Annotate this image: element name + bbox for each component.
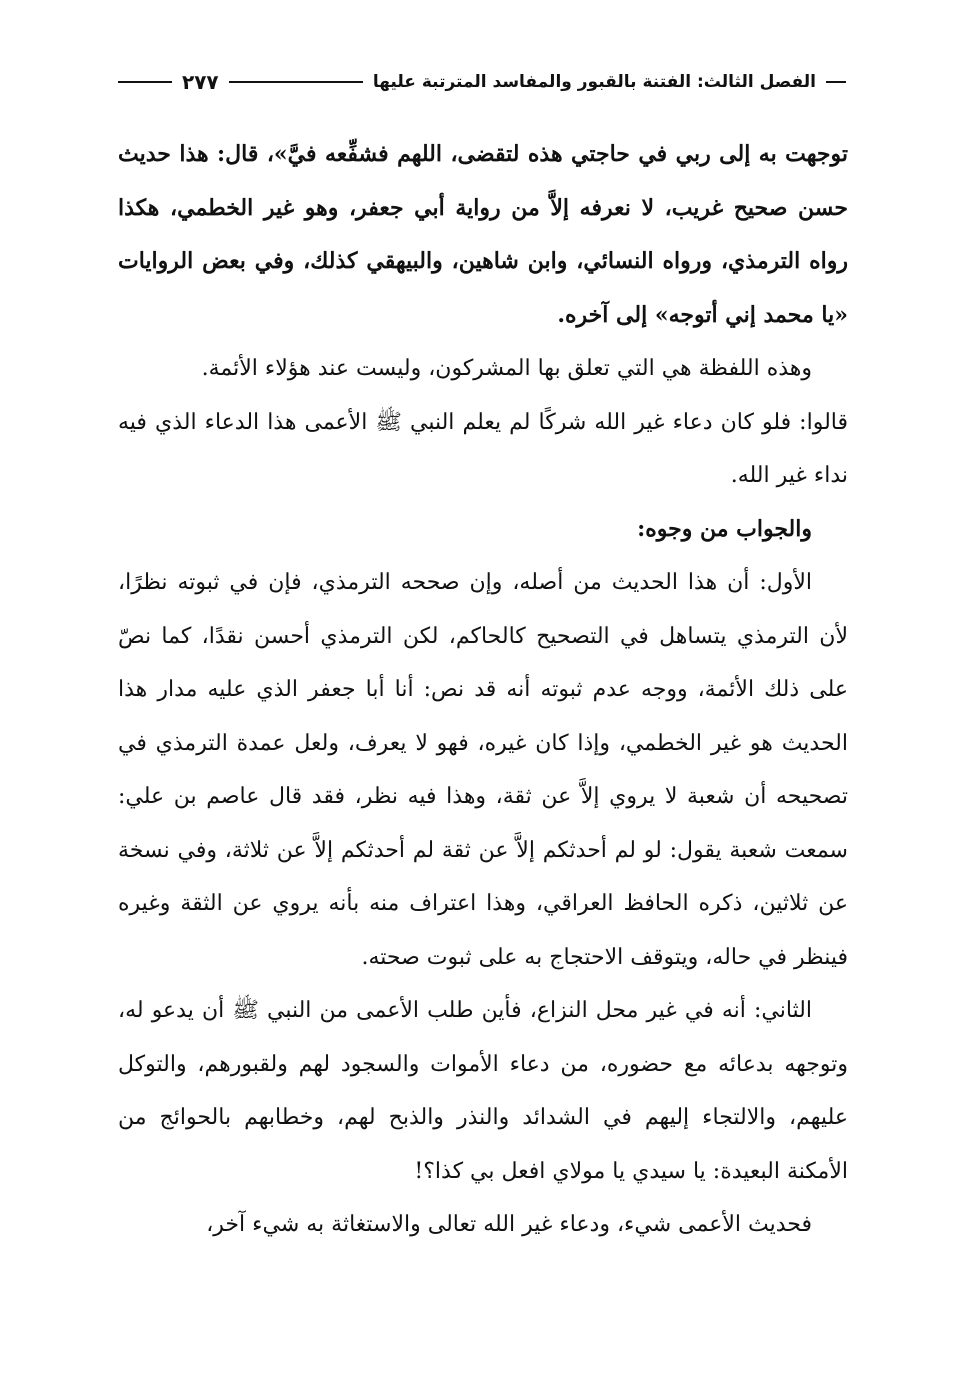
page-number: ٢٧٧ (182, 70, 219, 94)
chapter-title: الفصل الثالث: الفتنة بالقبور والمفاسد المترتبة عليها (372, 72, 816, 92)
paragraph-wording-note: وهذه اللفظة هي التي تعلق بها المشركون، وليست عند هؤلاء الأئمة. (201, 356, 812, 381)
header-rule-middle (229, 81, 363, 83)
header-rule-left (118, 81, 172, 83)
paragraph-second-point: الثاني: أنه في غير محل النزاع، فأين طلب الأعمى من النبي ﷺ أن يدعو له، وتوجهه بدعائه مع حضوره، من دعاء الأموات والسجود لهم ولقبورهم، والتوكل عليهم، والالتجاء إليهم في الشدائد والنذر والذبح لهم، وخطابهم بالحوائج من الأمكنة البعيدة: يا سيدي يا مولاي افعل بي كذا؟! (118, 998, 848, 1184)
running-head (118, 62, 846, 102)
paragraph-closing: فحديث الأعمى شيء، ودعاء غير الله تعالى والاستغاثة به شيء آخر، (206, 1212, 812, 1237)
header-rule-right (826, 81, 846, 83)
paragraph-first-point: الأول: أن هذا الحديث من أصله، وإن صححه الترمذي، فإن في ثبوته نظرًا، لأن الترمذي يتساهل في التصحيح كالحاكم، لكن الترمذي أحسن نقدًا، كما نصّ على ذلك الأئمة، ووجه عدم ثبوته أنه قد نص: أنا أبا جعفر الذي عليه مدار هذا الحديث هو غير الخطمي، وإذا كان غيره، فهو لا يعرف، ولعل عمدة الترمذي في تصحيحه أن شعبة لا يروي إلاَّ عن ثقة، وهذا فيه نظر، فقد قال عاصم بن علي: سمعت شعبة يقول: لو لم أحدثكم إلاَّ عن ثقة لم أحدثكم إلاَّ عن ثلاثة، وفي نسخة عن ثلاثين، ذكره الحافظ العراقي، وهذا اعتراف منه بأنه يروي عن الثقة وغيره فينظر في حاله، ويتوقف الاحتجاج به على ثبوت صحته. (118, 570, 848, 970)
paragraph-hadith-conclusion: توجهت به إلى ربي في حاجتي هذه لتقضى، اللهم فشفِّعه فيَّ»، قال: هذا حديث حسن صحيح غريب، لا نعرفه إلاَّ من رواية أبي جعفر، وهو غير الخطمي، هكذا رواه الترمذي، ورواه النسائي، وابن شاهين، والبيهقي كذلك، وفي بعض الروايات «يا محمد إني أتوجه» إلى آخره. (118, 141, 848, 328)
paragraph-objection: قالوا: فلو كان دعاء غير الله شركًا لم يعلم النبي ﷺ الأعمى هذا الدعاء الذي فيه نداء غير الله. (118, 409, 848, 488)
body-text (118, 128, 848, 1252)
paragraph-answer-heading: والجواب من وجوه: (637, 515, 812, 542)
